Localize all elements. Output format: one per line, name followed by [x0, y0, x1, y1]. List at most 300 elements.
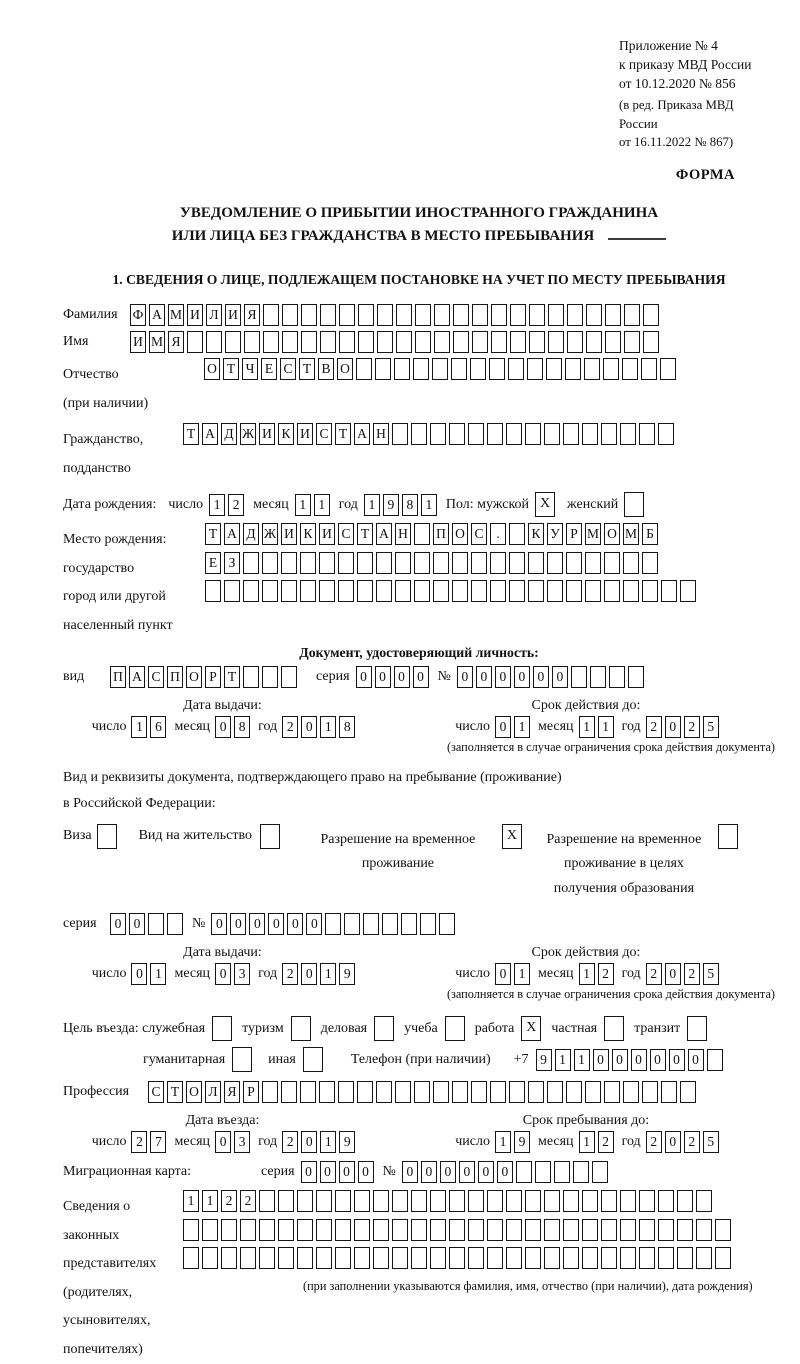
char-cell[interactable]	[434, 304, 450, 326]
char-cell[interactable]: А	[202, 423, 218, 445]
char-cell[interactable]	[453, 304, 469, 326]
char-cell[interactable]	[392, 1190, 408, 1212]
char-cell[interactable]	[546, 358, 562, 380]
char-cell[interactable]: У	[547, 523, 563, 545]
char-cell[interactable]	[468, 1219, 484, 1241]
char-cell[interactable]: 5	[703, 716, 719, 738]
char-cell[interactable]	[282, 331, 298, 353]
char-cell[interactable]	[525, 1247, 541, 1269]
char-cell[interactable]: И	[319, 523, 335, 545]
char-cell[interactable]	[319, 552, 335, 574]
char-cell[interactable]	[376, 552, 392, 574]
char-cell[interactable]	[544, 1247, 560, 1269]
char-cell[interactable]: Н	[395, 523, 411, 545]
char-cell[interactable]	[642, 552, 658, 574]
char-cell[interactable]	[262, 552, 278, 574]
char-cell[interactable]: Т	[183, 423, 199, 445]
char-cell[interactable]	[221, 1219, 237, 1241]
char-cell[interactable]	[244, 331, 260, 353]
temp-residence-education-checkbox[interactable]	[718, 824, 738, 849]
char-cell[interactable]: 8	[339, 716, 355, 738]
char-cell[interactable]: 0	[394, 666, 410, 688]
purpose-study-checkbox[interactable]	[445, 1016, 465, 1041]
char-cell[interactable]: 2	[598, 963, 614, 985]
char-cell[interactable]	[167, 913, 183, 935]
char-cell[interactable]	[187, 331, 203, 353]
char-cell[interactable]: 0	[552, 666, 568, 688]
char-cell[interactable]	[605, 331, 621, 353]
char-cell[interactable]: 0	[215, 716, 231, 738]
char-cell[interactable]	[243, 552, 259, 574]
char-cell[interactable]	[586, 331, 602, 353]
female-checkbox[interactable]	[624, 492, 644, 517]
char-cell[interactable]	[373, 1190, 389, 1212]
char-cell[interactable]: 0	[495, 716, 511, 738]
char-cell[interactable]: 0	[358, 1161, 374, 1183]
char-cell[interactable]	[470, 358, 486, 380]
char-cell[interactable]: Т	[335, 423, 351, 445]
char-cell[interactable]: С	[280, 358, 296, 380]
char-cell[interactable]: 0	[476, 666, 492, 688]
char-cell[interactable]	[506, 1247, 522, 1269]
visa-checkbox[interactable]	[97, 824, 117, 849]
char-cell[interactable]	[527, 358, 543, 380]
char-cell[interactable]: 0	[320, 1161, 336, 1183]
char-cell[interactable]	[357, 580, 373, 602]
char-cell[interactable]	[354, 1219, 370, 1241]
char-cell[interactable]: 0	[665, 716, 681, 738]
char-cell[interactable]	[471, 1081, 487, 1103]
char-cell[interactable]	[205, 580, 221, 602]
purpose-work-checkbox[interactable]: X	[521, 1016, 541, 1041]
char-cell[interactable]	[623, 1081, 639, 1103]
char-cell[interactable]: С	[338, 523, 354, 545]
char-cell[interactable]	[566, 1081, 582, 1103]
char-cell[interactable]	[259, 1190, 275, 1212]
char-cell[interactable]: 0	[495, 666, 511, 688]
char-cell[interactable]: 0	[301, 1131, 317, 1153]
char-cell[interactable]	[363, 913, 379, 935]
char-cell[interactable]: 2	[221, 1190, 237, 1212]
char-cell[interactable]	[547, 580, 563, 602]
char-cell[interactable]: 1	[579, 963, 595, 985]
char-cell[interactable]: Ж	[240, 423, 256, 445]
char-cell[interactable]: Е	[261, 358, 277, 380]
char-cell[interactable]: 0	[301, 716, 317, 738]
char-cell[interactable]	[547, 1081, 563, 1103]
char-cell[interactable]: 0	[495, 963, 511, 985]
char-cell[interactable]: 0	[688, 1049, 704, 1071]
char-cell[interactable]: 0	[631, 1049, 647, 1071]
char-cell[interactable]	[319, 1081, 335, 1103]
char-cell[interactable]: 2	[646, 716, 662, 738]
char-cell[interactable]	[325, 913, 341, 935]
char-cell[interactable]: 0	[497, 1161, 513, 1183]
char-cell[interactable]	[452, 580, 468, 602]
char-cell[interactable]	[319, 580, 335, 602]
char-cell[interactable]	[281, 1081, 297, 1103]
char-cell[interactable]	[449, 1190, 465, 1212]
char-cell[interactable]	[415, 304, 431, 326]
char-cell[interactable]	[535, 1161, 551, 1183]
char-cell[interactable]: А	[149, 304, 165, 326]
char-cell[interactable]: Т	[299, 358, 315, 380]
char-cell[interactable]	[373, 1219, 389, 1241]
char-cell[interactable]: 1	[150, 963, 166, 985]
char-cell[interactable]	[472, 331, 488, 353]
char-cell[interactable]	[585, 580, 601, 602]
char-cell[interactable]: 0	[533, 666, 549, 688]
char-cell[interactable]	[528, 552, 544, 574]
char-cell[interactable]	[601, 1190, 617, 1212]
char-cell[interactable]	[452, 552, 468, 574]
char-cell[interactable]	[643, 331, 659, 353]
char-cell[interactable]	[547, 552, 563, 574]
char-cell[interactable]	[696, 1219, 712, 1241]
char-cell[interactable]	[677, 1247, 693, 1269]
char-cell[interactable]: Р	[566, 523, 582, 545]
char-cell[interactable]: 0	[129, 913, 145, 935]
char-cell[interactable]	[639, 1219, 655, 1241]
char-cell[interactable]	[509, 580, 525, 602]
char-cell[interactable]: 0	[249, 913, 265, 935]
char-cell[interactable]: 1	[320, 1131, 336, 1153]
char-cell[interactable]	[489, 358, 505, 380]
char-cell[interactable]: 0	[665, 1131, 681, 1153]
char-cell[interactable]: А	[354, 423, 370, 445]
char-cell[interactable]	[358, 331, 374, 353]
char-cell[interactable]	[413, 358, 429, 380]
char-cell[interactable]: 1	[320, 963, 336, 985]
char-cell[interactable]: 0	[459, 1161, 475, 1183]
char-cell[interactable]: 2	[282, 963, 298, 985]
char-cell[interactable]: А	[376, 523, 392, 545]
char-cell[interactable]: 0	[413, 666, 429, 688]
char-cell[interactable]: М	[168, 304, 184, 326]
char-cell[interactable]	[509, 552, 525, 574]
char-cell[interactable]: 1	[495, 1131, 511, 1153]
char-cell[interactable]	[301, 331, 317, 353]
char-cell[interactable]: 3	[234, 1131, 250, 1153]
char-cell[interactable]	[620, 1247, 636, 1269]
char-cell[interactable]	[620, 1190, 636, 1212]
char-cell[interactable]	[377, 304, 393, 326]
char-cell[interactable]: 0	[440, 1161, 456, 1183]
char-cell[interactable]	[573, 1161, 589, 1183]
char-cell[interactable]: О	[186, 666, 202, 688]
char-cell[interactable]: К	[300, 523, 316, 545]
char-cell[interactable]: 1	[514, 963, 530, 985]
char-cell[interactable]	[430, 1247, 446, 1269]
char-cell[interactable]	[183, 1247, 199, 1269]
char-cell[interactable]	[490, 1081, 506, 1103]
char-cell[interactable]	[316, 1247, 332, 1269]
char-cell[interactable]	[677, 1219, 693, 1241]
char-cell[interactable]	[297, 1247, 313, 1269]
char-cell[interactable]: П	[110, 666, 126, 688]
char-cell[interactable]: О	[204, 358, 220, 380]
char-cell[interactable]	[376, 1081, 392, 1103]
char-cell[interactable]	[300, 552, 316, 574]
char-cell[interactable]: М	[149, 331, 165, 353]
char-cell[interactable]	[338, 1081, 354, 1103]
char-cell[interactable]	[344, 913, 360, 935]
purpose-humanitarian-checkbox[interactable]	[232, 1047, 252, 1072]
char-cell[interactable]	[658, 423, 674, 445]
char-cell[interactable]: 0	[306, 913, 322, 935]
char-cell[interactable]: И	[225, 304, 241, 326]
char-cell[interactable]	[544, 423, 560, 445]
char-cell[interactable]	[339, 304, 355, 326]
char-cell[interactable]	[628, 666, 644, 688]
char-cell[interactable]	[544, 1219, 560, 1241]
char-cell[interactable]	[490, 580, 506, 602]
char-cell[interactable]	[300, 580, 316, 602]
char-cell[interactable]	[411, 1219, 427, 1241]
char-cell[interactable]: 0	[375, 666, 391, 688]
char-cell[interactable]: 2	[228, 494, 244, 516]
char-cell[interactable]: Ф	[130, 304, 146, 326]
purpose-private-checkbox[interactable]	[604, 1016, 624, 1041]
char-cell[interactable]	[449, 1247, 465, 1269]
char-cell[interactable]: 0	[287, 913, 303, 935]
char-cell[interactable]: Я	[244, 304, 260, 326]
char-cell[interactable]	[639, 423, 655, 445]
char-cell[interactable]	[471, 580, 487, 602]
char-cell[interactable]	[415, 331, 431, 353]
char-cell[interactable]	[641, 358, 657, 380]
char-cell[interactable]: 1	[421, 494, 437, 516]
char-cell[interactable]: 9	[536, 1049, 552, 1071]
char-cell[interactable]	[373, 1247, 389, 1269]
char-cell[interactable]: 2	[684, 716, 700, 738]
char-cell[interactable]: Т	[205, 523, 221, 545]
char-cell[interactable]	[529, 331, 545, 353]
char-cell[interactable]	[567, 304, 583, 326]
char-cell[interactable]: 0	[650, 1049, 666, 1071]
char-cell[interactable]: В	[318, 358, 334, 380]
char-cell[interactable]	[566, 580, 582, 602]
char-cell[interactable]	[396, 331, 412, 353]
char-cell[interactable]: А	[129, 666, 145, 688]
purpose-other-checkbox[interactable]	[303, 1047, 323, 1072]
char-cell[interactable]	[263, 304, 279, 326]
char-cell[interactable]	[604, 580, 620, 602]
char-cell[interactable]	[414, 523, 430, 545]
char-cell[interactable]	[620, 1219, 636, 1241]
char-cell[interactable]	[449, 1219, 465, 1241]
char-cell[interactable]	[356, 358, 372, 380]
char-cell[interactable]	[472, 304, 488, 326]
char-cell[interactable]	[297, 1219, 313, 1241]
char-cell[interactable]	[548, 304, 564, 326]
char-cell[interactable]	[243, 666, 259, 688]
char-cell[interactable]: 1	[364, 494, 380, 516]
char-cell[interactable]: 0	[457, 666, 473, 688]
char-cell[interactable]	[590, 666, 606, 688]
char-cell[interactable]	[392, 1219, 408, 1241]
char-cell[interactable]	[516, 1161, 532, 1183]
char-cell[interactable]	[582, 1247, 598, 1269]
char-cell[interactable]	[376, 580, 392, 602]
char-cell[interactable]	[394, 358, 410, 380]
char-cell[interactable]	[525, 1190, 541, 1212]
char-cell[interactable]	[639, 1190, 655, 1212]
char-cell[interactable]: 0	[593, 1049, 609, 1071]
char-cell[interactable]	[586, 304, 602, 326]
char-cell[interactable]	[604, 1081, 620, 1103]
char-cell[interactable]	[335, 1247, 351, 1269]
char-cell[interactable]	[620, 423, 636, 445]
char-cell[interactable]	[411, 423, 427, 445]
char-cell[interactable]	[281, 580, 297, 602]
char-cell[interactable]	[509, 523, 525, 545]
purpose-transit-checkbox[interactable]	[687, 1016, 707, 1041]
char-cell[interactable]: П	[167, 666, 183, 688]
char-cell[interactable]	[623, 580, 639, 602]
char-cell[interactable]	[563, 423, 579, 445]
char-cell[interactable]	[316, 1219, 332, 1241]
char-cell[interactable]: П	[433, 523, 449, 545]
char-cell[interactable]	[565, 358, 581, 380]
char-cell[interactable]	[582, 1190, 598, 1212]
char-cell[interactable]	[297, 1190, 313, 1212]
char-cell[interactable]	[281, 666, 297, 688]
char-cell[interactable]	[338, 580, 354, 602]
char-cell[interactable]: И	[130, 331, 146, 353]
char-cell[interactable]	[206, 331, 222, 353]
char-cell[interactable]	[453, 331, 469, 353]
char-cell[interactable]: С	[148, 666, 164, 688]
char-cell[interactable]: 9	[339, 963, 355, 985]
char-cell[interactable]: К	[528, 523, 544, 545]
char-cell[interactable]	[680, 1081, 696, 1103]
char-cell[interactable]	[544, 1190, 560, 1212]
char-cell[interactable]: 1	[314, 494, 330, 516]
char-cell[interactable]	[661, 1081, 677, 1103]
char-cell[interactable]	[563, 1190, 579, 1212]
char-cell[interactable]: Р	[205, 666, 221, 688]
char-cell[interactable]: 7	[150, 1131, 166, 1153]
char-cell[interactable]	[677, 1190, 693, 1212]
char-cell[interactable]	[660, 358, 676, 380]
char-cell[interactable]: Е	[205, 552, 221, 574]
char-cell[interactable]: 2	[131, 1131, 147, 1153]
char-cell[interactable]	[301, 304, 317, 326]
char-cell[interactable]	[566, 552, 582, 574]
char-cell[interactable]	[567, 331, 583, 353]
char-cell[interactable]	[601, 1247, 617, 1269]
char-cell[interactable]	[148, 913, 164, 935]
char-cell[interactable]: 2	[282, 716, 298, 738]
char-cell[interactable]: 0	[215, 1131, 231, 1153]
char-cell[interactable]: Я	[168, 331, 184, 353]
char-cell[interactable]	[582, 1219, 598, 1241]
char-cell[interactable]	[528, 580, 544, 602]
char-cell[interactable]	[183, 1219, 199, 1241]
char-cell[interactable]	[715, 1247, 731, 1269]
char-cell[interactable]	[339, 331, 355, 353]
char-cell[interactable]	[357, 552, 373, 574]
char-cell[interactable]	[281, 552, 297, 574]
char-cell[interactable]	[592, 1161, 608, 1183]
char-cell[interactable]: 0	[110, 913, 126, 935]
char-cell[interactable]	[528, 1081, 544, 1103]
char-cell[interactable]	[605, 304, 621, 326]
char-cell[interactable]: Р	[243, 1081, 259, 1103]
char-cell[interactable]	[603, 358, 619, 380]
char-cell[interactable]: 9	[514, 1131, 530, 1153]
char-cell[interactable]	[491, 331, 507, 353]
char-cell[interactable]	[432, 358, 448, 380]
char-cell[interactable]	[392, 423, 408, 445]
char-cell[interactable]	[624, 304, 640, 326]
char-cell[interactable]: И	[187, 304, 203, 326]
char-cell[interactable]	[433, 580, 449, 602]
char-cell[interactable]	[715, 1219, 731, 1241]
char-cell[interactable]	[601, 1219, 617, 1241]
char-cell[interactable]: 0	[421, 1161, 437, 1183]
char-cell[interactable]	[263, 331, 279, 353]
char-cell[interactable]: 9	[383, 494, 399, 516]
temp-residence-checkbox[interactable]: X	[502, 824, 522, 849]
char-cell[interactable]	[490, 552, 506, 574]
char-cell[interactable]	[449, 423, 465, 445]
char-cell[interactable]	[452, 1081, 468, 1103]
char-cell[interactable]	[320, 331, 336, 353]
char-cell[interactable]: И	[297, 423, 313, 445]
char-cell[interactable]	[335, 1219, 351, 1241]
char-cell[interactable]	[642, 580, 658, 602]
char-cell[interactable]	[414, 580, 430, 602]
char-cell[interactable]	[420, 913, 436, 935]
char-cell[interactable]: 9	[339, 1131, 355, 1153]
char-cell[interactable]: Л	[206, 304, 222, 326]
char-cell[interactable]	[548, 331, 564, 353]
char-cell[interactable]	[658, 1190, 674, 1212]
char-cell[interactable]: М	[623, 523, 639, 545]
char-cell[interactable]	[639, 1247, 655, 1269]
char-cell[interactable]: 3	[234, 963, 250, 985]
char-cell[interactable]: 6	[150, 716, 166, 738]
char-cell[interactable]: 2	[646, 963, 662, 985]
char-cell[interactable]	[525, 1219, 541, 1241]
char-cell[interactable]: А	[224, 523, 240, 545]
char-cell[interactable]	[582, 423, 598, 445]
char-cell[interactable]: 8	[402, 494, 418, 516]
char-cell[interactable]	[259, 1219, 275, 1241]
char-cell[interactable]: 0	[211, 913, 227, 935]
char-cell[interactable]	[354, 1247, 370, 1269]
char-cell[interactable]: З	[224, 552, 240, 574]
char-cell[interactable]: 1	[295, 494, 311, 516]
char-cell[interactable]: Т	[223, 358, 239, 380]
char-cell[interactable]: Я	[224, 1081, 240, 1103]
char-cell[interactable]: 1	[183, 1190, 199, 1212]
char-cell[interactable]: 0	[215, 963, 231, 985]
char-cell[interactable]: Ж	[262, 523, 278, 545]
char-cell[interactable]	[262, 666, 278, 688]
char-cell[interactable]	[609, 666, 625, 688]
char-cell[interactable]	[661, 580, 677, 602]
char-cell[interactable]	[433, 1081, 449, 1103]
purpose-official-checkbox[interactable]	[212, 1016, 232, 1041]
char-cell[interactable]: 1	[579, 1131, 595, 1153]
char-cell[interactable]	[506, 1190, 522, 1212]
char-cell[interactable]	[622, 358, 638, 380]
residence-permit-checkbox[interactable]	[260, 824, 280, 849]
char-cell[interactable]	[278, 1190, 294, 1212]
